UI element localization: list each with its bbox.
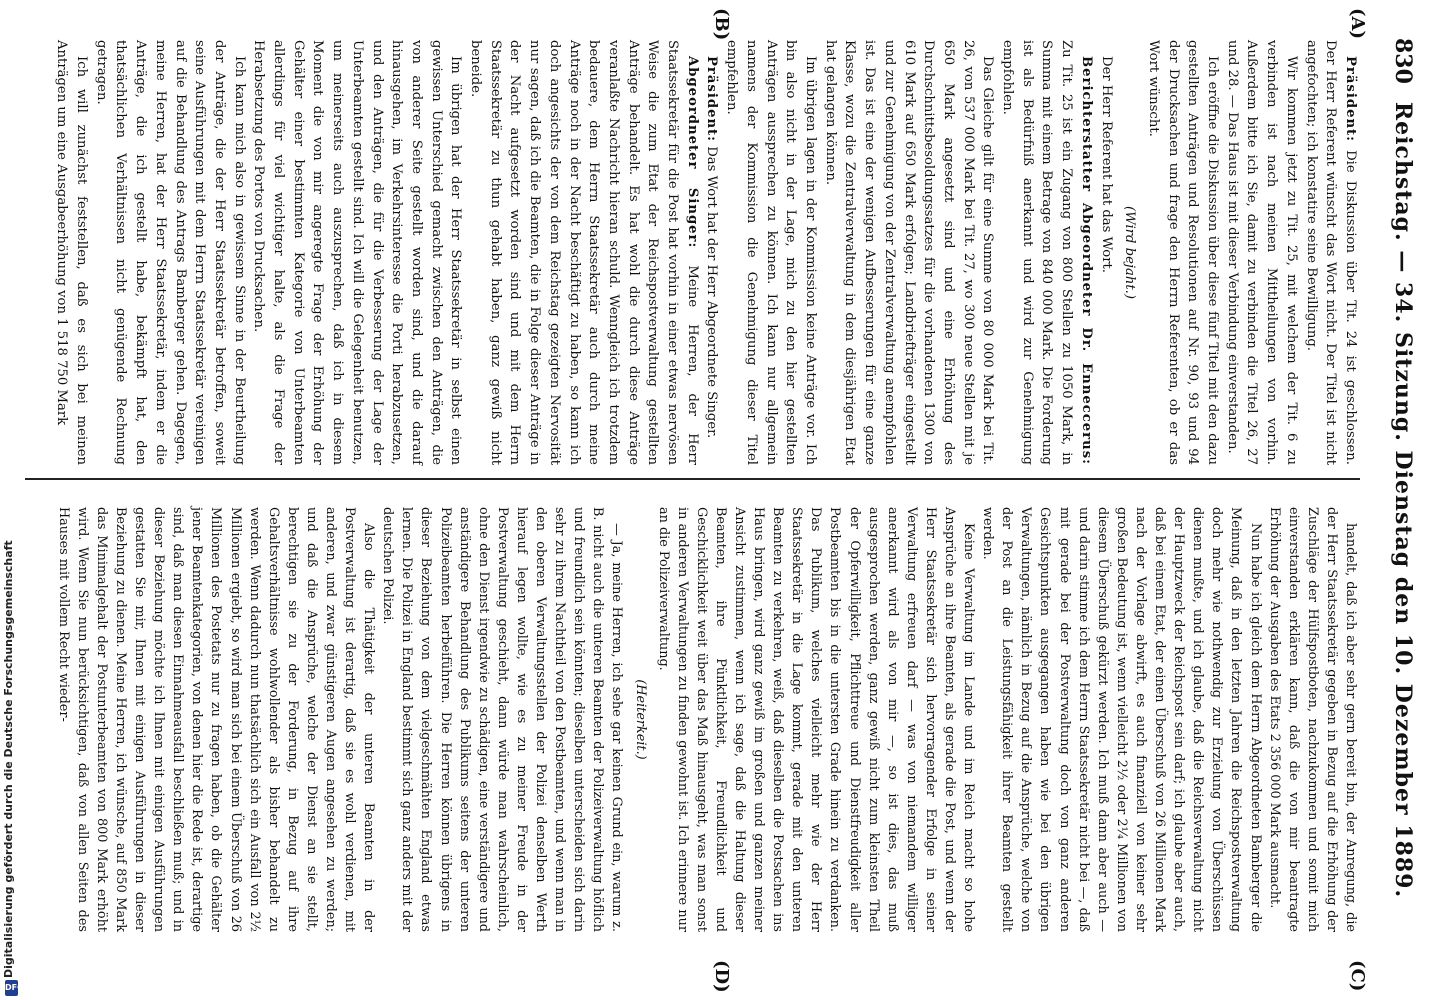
page-number: 830 xyxy=(1390,38,1416,84)
paragraph xyxy=(1265,507,1360,932)
paragraph-text: handelt, daß ich aber sehr gern bereit bin, der Anregung, die der Herr Staatssekretär gegeben in Bezug auf die Erhöhung der Zuschläge der Hülfspostboten, nachzukommen und somit mich einverstanden erklären kann, daß die von mir beantragte Erhöhung der Ausgaben des Etats 2 356 000 Mark ausmacht. xyxy=(1266,507,1358,932)
margin-mark-a: (A) xyxy=(1347,8,1368,39)
paragraph-text: Der Herr Referent hat das Wort. xyxy=(1098,56,1114,273)
paragraph xyxy=(702,40,722,465)
paragraph xyxy=(722,40,821,465)
paragraph xyxy=(1143,40,1222,465)
paragraph-text: Nun habe ich gleich dem Herrn Abgeordneten Bamberger die Meinung, daß in den letzten Jahren die Reichspostverwaltung doch mehr wie nothwendig zur Erzielung von Überschüssen dienen mußte, und ich glaube, daß die Reichsverwaltung nicht der Hauptzweck der Reichspost sein darf; ich glaube aber auch, daß bei einem Etat, der einen Überschuß von 26 Millionen Mark nach der Vorlage abwirft, es auch finanziell von keiner sehr großen Bedeutung ist, wenn vielleicht 2½ oder 2¼ Millionen von diesem Überschuß gekürzt werden. Ich muß dann aber auch — und darin stimme ich dem Herrn Staatssekretär nicht bei —, daß mit gerade bei der Postverwaltung doch von ganz anderen Gesichtspunkten ausgegangen haben wie bei den übrigen Verwaltungen, nämlich in Bezug auf die Ansprüche, welche von der Post an die Leistungsfähigkeit ihrer Beamten gestellt werden. xyxy=(980,507,1263,932)
paragraph-text: Das Gleiche gilt für eine Summe von 80 000 Mark bei Tit. 26, von 537 000 Mark bei Tit. 27, wo 300 neue Stellen mit je 650 Mark angesetzt sind und eine Erhöhung des Durchschnittsbesoldungssatzes für die vorhandenen 1300 von 610 Mark auf 650 Mark erfolgen; Landbriefträger eingestellt und zur Genehmigung von der Zentralverwaltung anempfohlen ist. Das ist eine der wenigen Aufbesserungen für eine ganze Klasse, wozu die Zentralverwaltung in dem diesjährigen Etat hat gelangen können. xyxy=(822,40,996,465)
paragraph xyxy=(1222,40,1301,465)
paragraph-text: Ich eröffne die Diskussion über diese fünf Titel mit den dazu gestellten Anträgen und Resolutionen auf Nr. 90, 93 und 94 der Drucksachen und frage den Herrn Referenten, ob er das Wort wünscht. xyxy=(1145,40,1221,465)
paragraph xyxy=(54,507,379,932)
margin-mark-d: (D) xyxy=(711,960,732,993)
paragraph-text: Keine Verwaltung im Lande und im Reich macht so hohe Ansprüche an ihre Beamten, als gerade die Post, und wenn der Herr Staatssekretär sich hervorragender Erfolge in seiner Verwaltung erfreuen darf — was von niemandem williger anerkannt wird als von mir —, so ist dies, das muß ausgesprochen werden, ganz gewiß nicht zum kleinsten Theil der Opferwilligkeit, Pflichttreue und Dienstfreudigkeit aller Postbeamten bis in die untersten Grade hinein zu verdanken. Das Publikum, welches vielleicht mehr wie der Herr Staatssekretär in die Lage kommt, gerade mit den unteren Beamten zu verkehren, weiß, daß dieselben die Postsachen ins Haus bringen, wird ganz gewiß im großen und ganzen meiner Ansicht zustimmen, wenn ich sage, daß die Haltung dieser Beamten, ihre Pünktlichkeit, Freundlichkeit und Geschicklichkeit weit über das Maß hinausgeht, was man sonst in anderen Verwaltungen zu finden gewohnt ist. Ich erinnere nur an die Polizeiverwaltung. xyxy=(655,507,977,932)
paragraph xyxy=(820,40,997,465)
dfg-logo-icon: DFG xyxy=(5,980,18,996)
footer-credit-text: Digitalisierung gefördert durch die Deutsche Forschungsgemeinschaft xyxy=(2,540,15,978)
paragraph xyxy=(249,40,466,465)
paragraph xyxy=(978,507,1264,932)
paragraph-text: Das Wort hat der Herr Abgeordnete Singer. xyxy=(704,146,720,439)
speaker-label: Abgeordneter Singer: xyxy=(684,56,700,249)
paragraph-text: Meine Herren, der Herr Staatssekretär für die Post hat vorhin in einer etwas nervösen Weise die zum Etat der Reichspostverwaltung gestellten Anträge behandelt. Es hat wohl die durch diese Anträge veranlaßte Nachricht hieran schuld. Wenngleich ich trotzdem bedauere, dem Herrn Staatssekretär auch durch meine Anträge noch in der Nacht beschäftigt zu haben, so kann ich doch angesichts der von dem Reichstag gezeigten Nervosität nur sagen, daß ich die Beamten, die in Folge dieser Anträge in der Nacht aufgesetzt worden sind und mit dem Herrn Staatssekretär zu thun gehabt haben, ganz gewiß nicht beneide. xyxy=(468,40,700,465)
paragraph xyxy=(465,40,701,465)
paragraph-text: Die Diskussion über Tit. 24 ist geschlossen. Der Herr Referent wünscht das Wort nicht. Der Titel ist nicht angefochten; ich konstatire seine Bewilligung. xyxy=(1303,40,1358,465)
running-title: Reichstag. — 34. Sitzung. Dienstag den 10. Dezember 1889. xyxy=(1390,101,1416,899)
paragraph-remark: (Heiterkeit.) xyxy=(632,679,648,760)
speaker-label: Präsident: xyxy=(1343,56,1358,143)
column-divider xyxy=(25,478,1360,480)
paragraph xyxy=(378,507,626,932)
paragraph xyxy=(1301,40,1360,465)
margin-mark-c: (C) xyxy=(1347,960,1368,992)
paragraph xyxy=(1096,40,1116,465)
paragraph-remark: (Wird bejaht.) xyxy=(1122,206,1138,299)
paragraph xyxy=(997,40,1096,465)
paragraph-text: Wir kommen jetzt zu Tit. 25, mit welchem der Tit. 6 zu verbinden ist nach meinen Mittheilungen von vorhin. Außerdem bitte ich Sie, damit zu verbinden die Titel 26, 27 und 28. — Das Haus ist mit dieser Verbindung einverstanden. xyxy=(1224,40,1299,465)
paragraph-text: — Ja, meine Herren, ich sehe gar keinen Grund ein, warum z. B. nicht auch die unteren Beamten der Polizeiverwaltung höflich und freundlich sein könnten; dieselben unterscheiden sich darin sehr zu ihrem Nachtheil von den Postbeamten, und wenn man in den oberen Verwaltungsstellen der Polizei denselben Werth hierauf legen wollte, wie es zu meiner Freude in der Postverwaltung geschieht, dann würde man wahrscheinlich, ohne den Dienst irgendwie zu schädigen, eine verständigere und anständigere Behandlung des Publikums seitens der unteren Polizeibeamten herbeiführen. Die Herren können übrigens in dieser Beziehung von dem vielgeschmähten England etwas lernen. Die Polizei in England bestimmt sich ganz anders mit der deutschen Polizei. xyxy=(380,507,625,932)
right-text-column xyxy=(54,507,1360,932)
paragraph xyxy=(654,507,979,932)
paragraph-text: Ich kann mich also in gewissem Sinne in der Beurtheilung der Anträge, die der Herr Staatssekretär betroffen, soweit seine Ausführungen mit dem Herrn Staatssekretär vereinigen auf die Behandlung des Antrags Bamberger gehen. Dagegen, meine Herren, hat der Herr Staatssekretär, indem er die Anträge, die ich gestellt habe, bekämpft hat, den thatsächlichen Verhältnissen nicht genügende Rechnung getragen. xyxy=(93,40,247,465)
paragraph-text: Im übrigen lagen in der Kommission keine Anträge vor. Ich bin also nicht in der Lage, mich zu den hier gestellten Anträgen aussprechen zu können. Ich kann nur allgemein namens der Kommission die Genehmigung dieser Titel empfehlen. xyxy=(724,40,819,465)
left-text-column xyxy=(52,40,1360,465)
page-header xyxy=(1378,30,1418,970)
paragraph-text: Im übrigen hat der Herr Staatssekretär in selbst einen gewissen Unterschied gemacht zwischen den Anträgen, die von anderer Seite gestellt worden sind, und die darauf hinausgehen, im Verkehrsinteresse die Porti herabzusetzen, und den Anträgen, die für die Verbesserung der Lage der Unterbeamten gestellt sind. Ich will die Gelegenheit benutzen, um meinerseits auch auszusprechen, daß ich in diesem Moment die von mir angeregte Frage der Erhöhung der Gehälter einer bestimmten Kategorie von Unterbeamten allerdings für viel wichtiger halte, als die Frage der Herabsetzung des Portos von Drucksachen. xyxy=(251,40,464,465)
paragraph xyxy=(91,40,249,465)
digitization-footer xyxy=(2,540,24,998)
paragraph xyxy=(52,40,91,465)
speaker-label: Präsident: xyxy=(704,56,720,143)
paragraph-text: Also die Thätigkeit der unteren Beamten in der Postverwaltung ist derartig, daß sie es wohl verdienen, mit anderen, und zwar günstigeren Augen angesehen zu werden; und daß die Ansprüche, welche der Dienst an sie stellt, berechtigen sie zu der Forderung, in Bezug auf ihre Gehaltsverhältnisse wohlwollender als bisher behandelt zu werden. Wenn dadurch nun thatsächlich sich ein Ausfall von 2½ Millionen ergiebt, so wird man sich bei einem Überschuß von 26 Millionen des Postetats nur zu fragen haben, ob die Gehälter jener Beamtenkategorien, von denen hier die Rede ist, derartige sind, daß man diesen Einnahmeausfall beschließen muß; und in dieser Beziehung möchte ich Ihnen mit einigen Ausführungen gestatten Sie mir, Ihnen mit einigen Ausführungen in dieser Beziehung zu dienen. Meine Herren, ich wünsche, auf 850 Mark das Minimalgehalt der Postunterbeamten von 800 Mark erhöht wird. Wenn Sie nun berücksichtigen, daß von allen Seiten des Hauses mit vollem Recht wieder- xyxy=(55,507,377,932)
speaker-label: Berichterstatter Abgeordneter Dr. Enneccerus: xyxy=(1078,56,1094,465)
paragraph-text: Ich will zunächst feststellen, daß es sich bei meinen Anträgen um eine Ausgabeerhöhung von 1 518 750 Mark xyxy=(54,40,89,465)
paragraph-text: Zu Tit. 25 ist ein Zugang von 800 Stellen zu 1050 Mark, in Summa mit einem Betrage von 840 000 Mark. Die Forderung ist als Bedürfniß anerkannt und wird zur Genehmigung empfohlen. xyxy=(1000,40,1075,465)
margin-mark-b: (B) xyxy=(711,8,732,41)
